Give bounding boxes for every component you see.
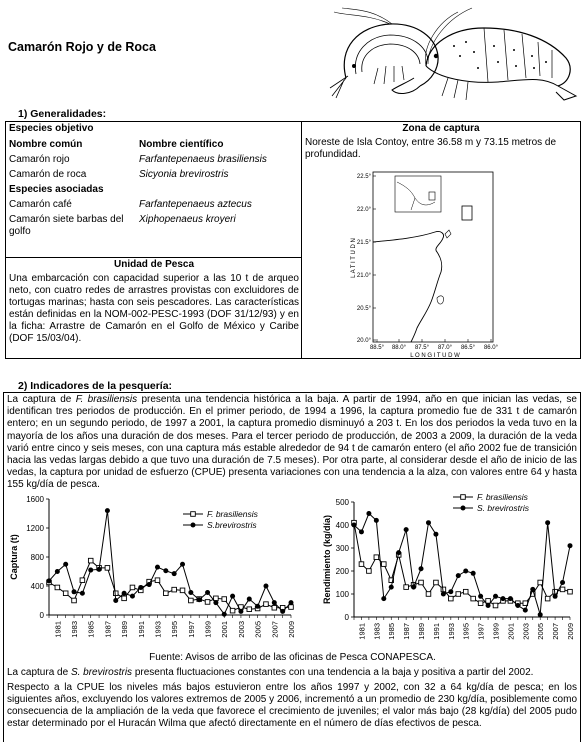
data-point-circle: [441, 592, 446, 597]
data-point-square: [72, 598, 77, 603]
data-point-circle: [105, 508, 110, 513]
zona-captura-map: [345, 168, 505, 358]
x-tick-label: 2007: [551, 623, 561, 640]
data-point-circle: [568, 543, 573, 548]
legend-marker-circle: [461, 506, 466, 511]
y-axis-label: Captura (t): [9, 534, 19, 580]
legend-label: S. brevirostris: [477, 503, 529, 513]
data-point-square: [189, 598, 194, 603]
table-divider-horizontal: [5, 257, 302, 258]
data-point-circle: [448, 589, 453, 594]
legend-marker-circle: [191, 523, 196, 528]
species-scientific-name: Xiphopenaeus kroyeri: [139, 214, 236, 225]
legend-marker-square: [461, 495, 466, 500]
data-point-square: [172, 587, 177, 592]
data-point-circle: [411, 585, 416, 590]
unidad-pesca-text: Una embarcación con capacidad superior a las 10 t de arqueo neto, con cuatro redes de arrastres provistas con excluidores de tortugas marinas; hasta con seis pescadores. Las características están definidas en la NOM-002-PESC-1993 (DOF 31/12/93) y en la ficha: Arrastre de Camarón en el Golfo de México y Caribe (DOF 15/03/04).: [9, 273, 299, 344]
data-point-circle: [289, 600, 294, 605]
species-scientific-name: Farfantepenaeus brasiliensis: [139, 154, 267, 165]
data-point-circle: [381, 596, 386, 601]
data-point-circle: [222, 612, 227, 617]
data-point-circle: [553, 594, 558, 599]
data-point-circle: [180, 562, 185, 567]
data-point-square: [560, 587, 565, 592]
data-point-square: [568, 589, 573, 594]
data-point-square: [205, 600, 210, 605]
data-point-circle: [471, 571, 476, 576]
x-tick-label: 2005: [536, 623, 546, 640]
paragraph-captura-fb: La captura de F. brasiliensis presenta una tendencia histórica a la baja. A partir de 1994, año en que inician las vedas, se identifican tres periodos de producción. En el primer periodo, de 1994 a 1996, la captura promedio fue de 331 t de camarón entero; en un segundo periodo, de 1997 a 2001, la captura promedio disminuyó a 203 t. En los dos periodos la veda tuvo en la mayoría de los años una duración de dos meses. Para el tercer periodo de producción, de 2003 a 2009, la duración de la veda varió entre cinco y seis meses, con una captura más estable alrededor de 94 t de camarón entero (el año 2002 fue de transición hacia las vedas largas debido a que tuvo una duración de 7.5 meses). Por otra parte, al considerar desde el año de inicio de las vedas, la captura por unidad de esfuerzo (CPUE) presenta variaciones con una tendencia a la alza, con valores entre 64 y hasta 155 kg/día de pesca.: [7, 394, 577, 491]
x-tick-label: 1997: [186, 621, 196, 638]
species-ref: F. brasiliensis: [75, 394, 138, 405]
data-point-circle: [230, 594, 235, 599]
map-xlabel: L O N G I T U D W: [410, 353, 460, 359]
map-lon-tick: 88.0°: [391, 345, 407, 351]
data-point-square: [449, 596, 454, 601]
data-point-circle: [272, 600, 277, 605]
data-point-circle: [97, 567, 102, 572]
data-point-circle: [500, 596, 505, 601]
y-tick-label: 400: [335, 521, 349, 530]
data-point-square: [478, 601, 483, 606]
data-point-circle: [213, 600, 218, 605]
x-tick-label: 2005: [253, 621, 263, 638]
x-tick-label: 1987: [103, 621, 113, 638]
data-point-circle: [530, 587, 535, 592]
paragraph-captura-sb: La captura de S. brevirostris presenta fluctuaciones constantes con una tendencia a la baja y positiva a partir del 2002.: [7, 667, 534, 678]
data-point-circle: [130, 594, 135, 599]
zona-captura-header: Zona de captura: [402, 123, 480, 134]
species-scientific-name: Farfantepenaeus aztecus: [139, 199, 252, 210]
inset-map: [395, 176, 441, 212]
captura-chart: [5, 490, 295, 640]
especies-asociadas-label: Especies asociadas: [9, 184, 104, 195]
data-point-circle: [456, 573, 461, 578]
legend-label: S.brevirostris: [207, 520, 257, 530]
y-tick-label: 0: [344, 613, 349, 622]
data-point-square: [434, 580, 439, 585]
x-tick-label: 1985: [387, 623, 397, 640]
table-divider: [301, 121, 302, 359]
data-point-square: [113, 591, 118, 596]
x-tick-label: 1989: [417, 623, 427, 640]
data-point-circle: [508, 596, 513, 601]
data-point-circle: [389, 585, 394, 590]
data-point-square: [493, 603, 498, 608]
data-point-circle: [138, 585, 143, 590]
data-point-circle: [47, 578, 52, 583]
paragraph-cpue: Respecto a la CPUE los niveles más bajos estuvieron entre los años 1997 y 2002, con 32 a 64 kg/día de pesca; en los siguientes años, excluyendo los valores extremos de 2005 y 2006, incrementó a un promedio de 230 kg/día, posiblemente como consecuencia de la ampliación de la veda que favorece el crecimiento de juveniles; el valor más bajo (28 kg/día) del 2005 pudo estar determinado por el Huracán Wilma que afectó directamente en el número de días efectivos de pesca.: [7, 682, 577, 729]
map-lon-tick: 86.0°: [483, 345, 499, 351]
data-point-square: [264, 602, 269, 607]
map-lon-tick: 87.0°: [437, 345, 453, 351]
y-tick-label: 1600: [26, 495, 44, 504]
data-point-circle: [374, 518, 379, 523]
x-tick-label: 1987: [402, 623, 412, 640]
species-common-name: Camarón siete barbas del golfo: [9, 214, 124, 237]
data-point-square: [374, 555, 379, 560]
map-lat-tick: 21.0°: [356, 273, 371, 279]
data-point-circle: [247, 597, 252, 602]
species-common-name: Camarón de roca: [9, 169, 87, 180]
shrimp-illustration-2: [418, 6, 580, 102]
data-point-square: [463, 589, 468, 594]
data-point-circle: [113, 598, 118, 603]
data-point-circle: [255, 604, 260, 609]
data-point-circle: [486, 603, 491, 608]
x-tick-label: 2007: [270, 621, 280, 638]
species-common-name: Camarón café: [9, 199, 72, 210]
fuente-caption: Fuente: Avisos de arribo de las oficinas de Pesca CONAPESCA.: [149, 652, 436, 663]
data-point-square: [456, 592, 461, 597]
data-point-circle: [280, 609, 285, 614]
x-tick-label: 1991: [431, 623, 441, 640]
x-tick-label: 2003: [521, 623, 531, 640]
nombre-cientifico-header: Nombre científico: [139, 139, 224, 150]
data-point-square: [80, 578, 85, 583]
data-point-circle: [478, 594, 483, 599]
data-point-square: [419, 580, 424, 585]
data-point-circle: [63, 562, 68, 567]
rendimiento-chart: [300, 490, 580, 650]
x-tick-label: 1995: [461, 623, 471, 640]
data-point-square: [180, 588, 185, 593]
unidad-pesca-header: Unidad de Pesca: [113, 259, 195, 270]
data-point-circle: [122, 591, 127, 596]
data-point-circle: [155, 565, 160, 570]
data-point-circle: [396, 550, 401, 555]
data-point-circle: [493, 594, 498, 599]
data-point-circle: [263, 584, 268, 589]
data-point-square: [486, 599, 491, 604]
map-lat-tick: 22.0°: [356, 207, 371, 213]
species-common-name: Camarón rojo: [9, 154, 70, 165]
x-tick-label: 1981: [53, 621, 63, 638]
data-point-square: [55, 585, 60, 590]
data-point-circle: [197, 597, 202, 602]
legend-label: F. brasiliensis: [477, 492, 528, 502]
x-tick-label: 1999: [491, 623, 501, 640]
data-point-square: [230, 608, 235, 613]
y-tick-label: 300: [335, 544, 349, 553]
zona-captura-text: Noreste de Isla Contoy, entre 36.58 m y 73.15 metros de profundidad.: [305, 137, 557, 160]
data-point-circle: [404, 527, 409, 532]
data-point-circle: [352, 523, 357, 528]
data-point-circle: [366, 511, 371, 516]
data-point-circle: [419, 566, 424, 571]
x-tick-label: 1999: [203, 621, 213, 638]
data-point-square: [289, 605, 294, 610]
x-tick-label: 1991: [136, 621, 146, 638]
data-point-square: [426, 592, 431, 597]
especies-objetivo-label: Especies objetivo: [9, 123, 94, 134]
data-point-circle: [172, 571, 177, 576]
map-lon-tick: 87.5°: [414, 345, 430, 351]
data-point-circle: [238, 609, 243, 614]
data-point-square: [381, 562, 386, 567]
data-point-circle: [538, 612, 543, 617]
y-tick-label: 200: [335, 567, 349, 576]
data-point-square: [538, 580, 543, 585]
data-point-square: [247, 607, 252, 612]
x-tick-label: 1993: [446, 623, 456, 640]
species-scientific-name: Sicyonia brevirostris: [139, 169, 229, 180]
data-point-circle: [188, 590, 193, 595]
data-point-circle: [433, 532, 438, 537]
x-tick-label: 1981: [357, 623, 367, 640]
legend-marker-square: [191, 512, 196, 517]
data-point-circle: [72, 589, 77, 594]
x-tick-label: 2003: [236, 621, 246, 638]
section-2-heading: 2) Indicadores de la pesquería:: [18, 380, 173, 392]
data-point-square: [367, 569, 372, 574]
x-tick-label: 1983: [70, 621, 80, 638]
data-point-circle: [359, 529, 364, 534]
data-point-square: [545, 596, 550, 601]
y-axis-label: Rendimiento (kg/día): [322, 514, 332, 605]
map-lat-tick: 20.5°: [356, 306, 371, 312]
map-ylabel: L A T I T U D N: [351, 238, 357, 278]
map-lat-tick: 20.0°: [356, 338, 371, 344]
y-tick-label: 1200: [26, 524, 44, 533]
legend-label: F. brasiliensis: [207, 509, 258, 519]
data-point-circle: [515, 603, 520, 608]
map-lon-tick: 88.5°: [369, 345, 385, 351]
data-point-circle: [205, 590, 210, 595]
section-1-heading: 1) Generalidades:: [18, 108, 107, 120]
x-tick-label: 1985: [86, 621, 96, 638]
data-point-square: [105, 566, 110, 571]
species-ref: S. brevirostris: [70, 667, 133, 678]
data-point-circle: [426, 520, 431, 525]
data-point-circle: [163, 568, 168, 573]
y-tick-label: 400: [30, 582, 44, 591]
y-tick-label: 800: [30, 553, 44, 562]
data-point-circle: [147, 582, 152, 587]
x-tick-label: 1993: [153, 621, 163, 638]
data-point-square: [130, 585, 135, 590]
data-point-circle: [88, 568, 93, 573]
data-point-square: [359, 562, 364, 567]
map-lon-tick: 86.5°: [460, 345, 476, 351]
x-tick-label: 1983: [372, 623, 382, 640]
y-tick-label: 500: [335, 498, 349, 507]
data-point-square: [164, 591, 169, 596]
page-title: Camarón Rojo y de Roca: [8, 40, 156, 54]
data-point-square: [88, 558, 93, 563]
map-lat-tick: 22.5°: [356, 174, 371, 180]
data-point-circle: [545, 520, 550, 525]
study-area-box: [462, 206, 472, 220]
data-point-square: [63, 591, 68, 596]
y-tick-label: 100: [335, 590, 349, 599]
x-tick-label: 1995: [170, 621, 180, 638]
data-point-circle: [560, 580, 565, 585]
data-point-square: [122, 596, 127, 601]
data-point-square: [222, 597, 227, 602]
data-point-square: [155, 578, 160, 583]
x-tick-label: 2001: [220, 621, 230, 638]
x-tick-label: 1989: [120, 621, 130, 638]
nombre-comun-header: Nombre común: [9, 139, 83, 150]
data-point-circle: [523, 608, 528, 613]
x-tick-label: 1997: [476, 623, 486, 640]
y-tick-label: 0: [39, 611, 44, 620]
map-lat-tick: 21.5°: [356, 240, 371, 246]
data-point-circle: [463, 569, 468, 574]
data-point-circle: [80, 591, 85, 596]
x-tick-label: 2009: [287, 621, 296, 638]
data-point-square: [404, 585, 409, 590]
data-point-circle: [55, 569, 60, 574]
x-tick-label: 2001: [506, 623, 516, 640]
data-point-square: [471, 596, 476, 601]
x-tick-label: 2009: [566, 623, 575, 640]
data-point-square: [272, 605, 277, 610]
